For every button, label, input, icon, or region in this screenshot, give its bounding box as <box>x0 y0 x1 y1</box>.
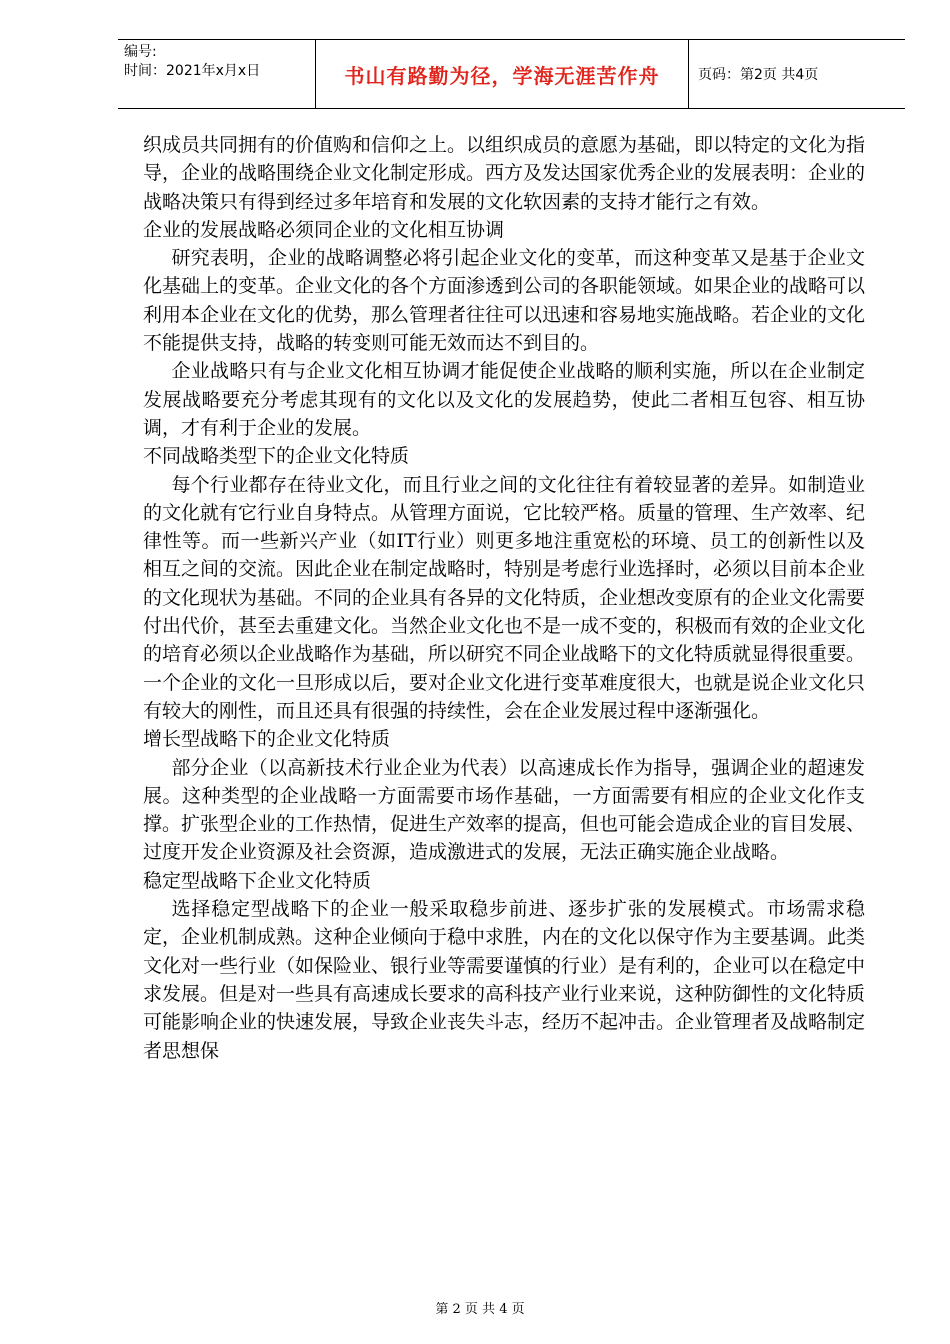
header-motto-cell <box>316 40 689 108</box>
body-paragraph: 研究表明，企业的战略调整必将引起企业文化的变革，而这种变革又是基于企业文化基础上的变革。企业文化的各个方面渗透到公司的各职能领域。如果企业的战略可以利用本企业在文化的优势，那么管理者往往可以迅速和容易地实施战略。若企业的文化不能提供支持，战略的转变则可能无效而达不到目的。 <box>143 247 866 355</box>
section-heading: 不同战略类型下的企业文化特质 <box>143 445 410 468</box>
section-heading: 增长型战略下的企业文化特质 <box>143 728 391 751</box>
document-body <box>143 131 865 1065</box>
footer-page-number: 第 2 页 共 4 页 <box>435 1302 525 1317</box>
page-footer <box>0 1298 950 1317</box>
document-time-label: 时间：2021年x月x日 <box>124 63 261 79</box>
body-paragraph: 部分企业（以高新技术行业企业为代表）以高速成长作为指导，强调企业的超速发展。这种类型的企业战略一方面需要市场作基础，一方面需要有相应的企业文化作支撑。扩张型企业的工作热情，促进生产效率的提高，但也可能会造成企业的盲目发展、过度开发企业资源及社会资源，造成激进式的发展，无法正确实施企业战略。 <box>143 756 866 864</box>
page-header <box>118 39 905 109</box>
header-page-cell <box>689 40 905 108</box>
section-heading: 稳定型战略下企业文化特质 <box>143 869 372 892</box>
body-paragraph: 企业战略只有与企业文化相互协调才能促使企业战略的顺利实施，所以在企业制定发展战略要充分考虑其现有的文化以及文化的发展趋势，使此二者相互包容、相互协调，才有利于企业的发展。 <box>143 360 865 439</box>
body-paragraph: 选择稳定型战略下的企业一般采取稳步前进、逐步扩张的发展模式。市场需求稳定，企业机制成熟。这种企业倾向于稳中求胜，内在的文化以保守作为主要基调。此类文化对一些行业（如保险业、银行业等需要谨慎的行业）是有利的，企业可以在稳定中求发展。但是对一些具有高速成长要求的高科技产业行业来说，这种防御性的文化特质可能影响企业的快速发展，导致企业丧失斗志，经历不起冲击。企业管理者及战略制定者思想保 <box>143 898 866 1062</box>
document-number-label: 编号: <box>124 44 157 60</box>
section-heading: 企业的发展战略必须同企业的文化相互协调 <box>143 218 505 241</box>
body-paragraph: 每个行业都存在待业文化，而且行业之间的文化往往有着较显著的差异。如制造业的文化就有它行业自身特点。从管理方面说，它比较严格。质量的管理、生产效率、纪律性等。而一些新兴产业（如IT行业）则更多地注重宽松的环境、员工的创新性以及相互之间的交流。因此企业在制定战略时，特别是考虑行业选择时，必须以目前本企业的文化现状为基础。不同的企业具有各异的文化特质，企业想改变原有的企业文化需要付出代价，甚至去重建文化。当然企业文化也不是一成不变的，积极而有效的企业文化的培育必须以企业战略作为基础，所以研究不同企业战略下的文化特质就显得很重要。一个企业的文化一旦形成以后，要对企业文化进行变革难度很大，也就是说企业文化只有较大的刚性，而且还具有很强的持续性，会在企业发展过程中逐渐强化。 <box>143 473 866 722</box>
header-page-info: 页码：第2页 共4页 <box>698 67 819 83</box>
header-motto: 书山有路勤为径，学海无涯苦作舟 <box>344 63 660 88</box>
body-paragraph: 织成员共同拥有的价值购和信仰之上。以组织成员的意愿为基础，即以特定的文化为指导，企业的战略围绕企业文化制定形成。西方及发达国家优秀企业的发展表明：企业的战略决策只有得到经过多年培育和发展的文化软因素的支持才能行之有效。 <box>143 134 866 213</box>
header-meta-cell <box>118 40 316 108</box>
